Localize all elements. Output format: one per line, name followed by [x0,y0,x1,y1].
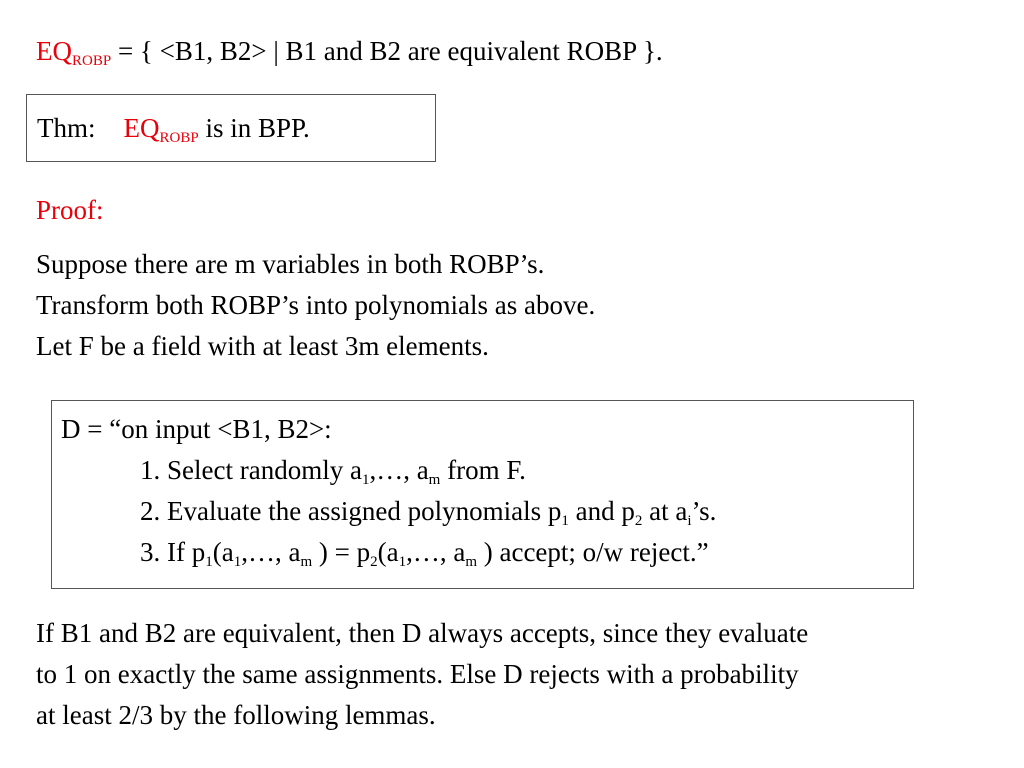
algorithm-step-2: 2. Evaluate the assigned polynomials $p_1$ and $p_2$ at $a_i’s$. [140,496,717,529]
eq-symbol: EQ [36,36,72,66]
theorem-text: is in BPP. [198,113,310,143]
theorem-label: Thm: [37,113,96,143]
algorithm-step-3: 3. If $p_1(a_1,\dots$, $a_m$ ) = $p_2(a_1,\dots$, $a_m$ ) accept; o/w reject.” [140,537,709,570]
proof-line: Let F be a field with at least 3m elements. [36,331,489,361]
theorem-eq-symbol: EQ [123,113,160,143]
proof-line: Suppose there are m variables in both ROBP’s. [36,249,545,279]
definition-text: = { <B1, B2> | B1 and B2 are equivalent ROBP }. [111,36,663,66]
algorithm-header: D = “on input <B1, B2>: [61,414,332,444]
conclusion-line: If B1 and B2 are equivalent, then D always accepts, since they evaluate [36,618,809,648]
robp-subscript: ROBP [72,53,112,69]
conclusion [36,620,1020,743]
proof-setup [36,251,1020,374]
eq-robp-definition [36,36,663,69]
algorithm-step-1: 1. Select randomly $a_1,\dots$, $a_m$ from F. [140,455,526,488]
proof-label: Proof: [36,195,104,225]
proof-line: Transform both ROBP’s into polynomials as above. [36,290,596,320]
theorem-robp-subscript: ROBP [159,130,199,146]
theorem-statement [37,113,310,146]
algorithm-box [51,400,914,589]
conclusion-line: at least 2/3 by the following lemmas. [36,700,436,730]
conclusion-line: to 1 on exactly the same assignments. Else D rejects with a probability [36,659,799,689]
theorem-box [26,94,436,162]
